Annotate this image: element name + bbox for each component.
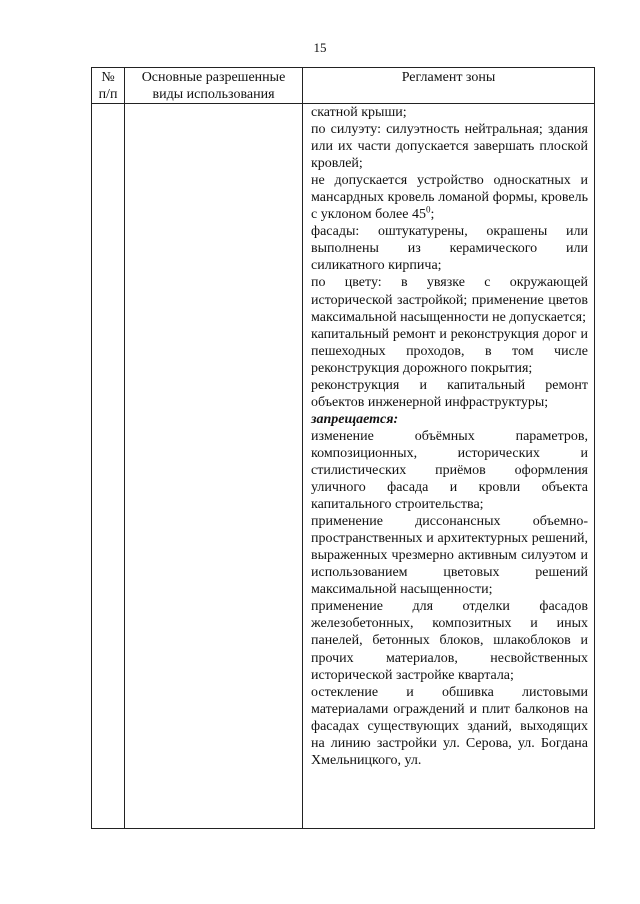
header-permitted-uses [125,69,302,103]
column-divider-2 [302,68,303,828]
paragraph: изменение объёмных параметров, композиционных, исторических и стилистических приёмов оформления уличного фасада и кровли объекта капитального строительства; [311,428,588,513]
header-uses-line1: Основные разрешенные [141,70,286,85]
paragraph: остекление и обшивка листовыми материалами ограждений и плит балконов на фасадах существующих зданий, выходящих на линию застройки ул. Серова, ул. Богдана Хмельницкого, ул. [311,684,588,768]
paragraph: применение для отделки фасадов железобетонных, композитных и иных панелей, бетонных блоков, шлакоблоков и прочих материалов, несвойственных исторической застройке квартала; [311,599,588,683]
paragraph: по силуэту: силуэтность нейтральная; здания или их части допускается завершать плоской кровлей; [311,122,588,172]
header-number-line2: п/п [98,87,118,102]
paragraph: по цвету: в увязке с окружающей исторической застройкой; применение цветов максимальной насыщенности не допускается; [311,275,588,325]
header-number-line1: № [101,70,115,85]
paragraph: капитальный ремонт и реконструкция дорог и пешеходных проходов, в том числе реконструкция дорожного покрытия; [311,326,588,376]
regulation-text [311,104,588,769]
prohibited-heading: запрещается: [311,411,399,427]
paragraph: реконструкция и капитальный ремонт объектов инженерной инфраструктуры; [311,377,588,410]
column-divider-1 [124,68,125,828]
paragraph-suffix: ; [430,207,435,223]
page-number: 15 [313,40,327,55]
paragraph: фасады: оштукатурены, окрашены или выполнены из керамического или силикатного кирпича; [311,224,588,274]
header-uses-line2: виды использования [152,87,275,102]
degree-superscript: 0 [425,204,431,215]
paragraph-text: не допускается устройство односкатных и мансардных кровель ломаной формы, кровель с уклоном более 45 [311,173,588,223]
paragraph-roof-slope [311,172,588,223]
header-number [92,69,124,103]
paragraph: применение диссонансных объемно-пространственных и архитектурных решений, выраженных чрезмерно активным силуэтом и использованием цветовых решений максимальной насыщенности; [311,514,588,598]
paragraph: скатной крыши; [311,105,407,120]
zone-regulation-table [91,67,595,829]
header-zone-regulation: Регламент зоны [401,70,496,85]
